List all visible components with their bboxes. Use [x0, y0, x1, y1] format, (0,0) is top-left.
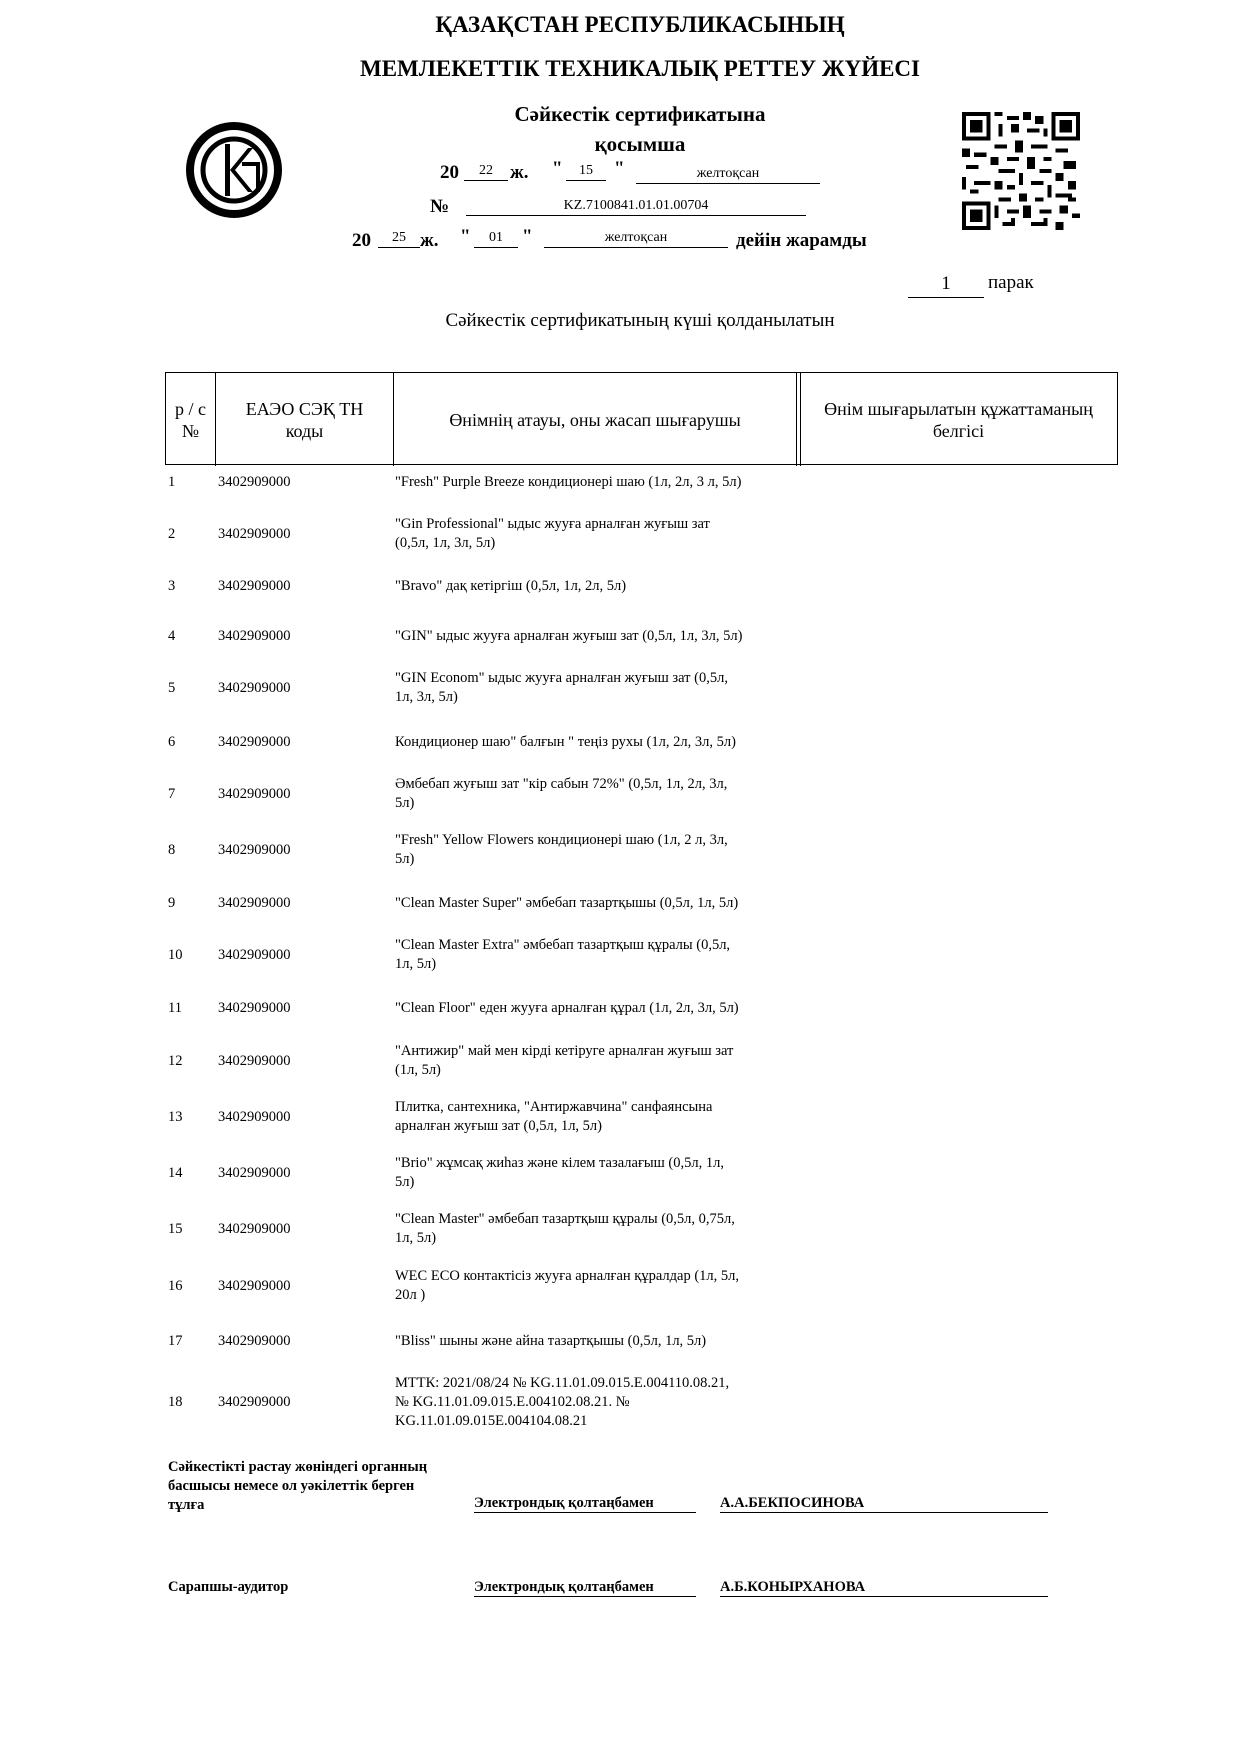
row-product: МТТК: 2021/08/24 № KG.11.01.09.015.E.004110.08.21, № KG.11.01.09.015.E.004102.08.21. № KG.11.01.09.015E.004104.08.21 — [395, 1375, 730, 1429]
row-number: 7 — [168, 786, 176, 802]
row-number: 12 — [168, 1053, 183, 1069]
title-line-1: Сәйкестік сертификатына — [514, 102, 766, 126]
row-code: 3402909000 — [218, 1165, 291, 1181]
row-product: "Gin Professional" ыдыс жууға арналған жуғыш зат (0,5л, 1л, 3л, 5л) — [395, 516, 710, 551]
sign-method-2: Электрондық қолтаңбамен — [474, 1579, 696, 1597]
row-code: 3402909000 — [218, 526, 291, 542]
valid-year: 25 — [378, 229, 420, 248]
row-product: Әмбебап жуғыш зат "кір сабын 72%" (0,5л, 1л, 2л, 3л, 5л) — [395, 776, 728, 811]
row-number: 4 — [168, 628, 176, 644]
row-code: 3402909000 — [218, 734, 291, 750]
row-product: "GIN Econom" ыдыс жууға арналған жуғыш зат (0,5л, 1л, 3л, 5л) — [395, 670, 728, 705]
valid-year-suffix: ж. — [420, 230, 439, 251]
row-number: 5 — [168, 680, 176, 696]
row-number: 8 — [168, 842, 176, 858]
row-product: "Bravo" дақ кетіргіш (0,5л, 1л, 2л, 5л) — [395, 578, 627, 594]
row-number: 6 — [168, 734, 176, 750]
header-product: Өнімнің атауы, оны жасап шығарушы — [394, 373, 797, 466]
header-line-1: ҚАЗАҚСТАН РЕСПУБЛИКАСЫНЫҢ — [435, 12, 845, 37]
row-product: Кондиционер шаю" балғын " теңіз рухы (1л, 2л, 3л, 5л) — [395, 734, 736, 750]
row-number: 15 — [168, 1221, 183, 1237]
row-code: 3402909000 — [218, 895, 291, 911]
issue-month: желтоқсан — [636, 165, 820, 184]
row-number: 2 — [168, 526, 176, 542]
sheet-number: 1 — [908, 271, 984, 298]
valid-year-prefix: 20 — [352, 230, 371, 251]
sign-method-1: Электрондық қолтаңбамен — [474, 1495, 696, 1513]
row-product: Плитка, сантехника, "Антиржавчина" санфаянсына арналған жуғыш зат (0,5л, 1л, 5л) — [395, 1099, 713, 1134]
table-header — [165, 372, 1118, 465]
row-product: "Bliss" шыны және айна тазартқышы (0,5л, 1л, 5л) — [395, 1333, 707, 1349]
header-code: ЕАЭО СЭҚ ТН коды — [216, 373, 394, 466]
row-product: "Антижир" май мен кірді кетіруге арналған жуғыш зат (1л, 5л) — [395, 1043, 734, 1078]
row-product: "Clean Master Extra" әмбебап тазартқыш құралы (0,5л, 1л, 5л) — [395, 937, 731, 972]
row-product: "Clean Master Super" әмбебап тазартқышы (0,5л, 1л, 5л) — [395, 895, 739, 911]
row-number: 13 — [168, 1109, 183, 1125]
row-number: 11 — [168, 1000, 182, 1016]
row-product: "Fresh" Purple Breeze кондиционері шаю (1л, 2л, 3 л, 5л) — [395, 474, 742, 490]
issue-year-suffix: ж. — [510, 162, 529, 183]
row-product: WEC ECO контактісіз жууға арналған құралдар (1л, 5л, 20л ) — [395, 1268, 740, 1303]
row-code: 3402909000 — [218, 474, 291, 490]
row-code: 3402909000 — [218, 1109, 291, 1125]
row-code: 3402909000 — [218, 1333, 291, 1349]
valid-month: желтоқсан — [544, 229, 728, 248]
qr-code — [962, 112, 1080, 230]
row-product: "Clean Floor" еден жууға арналған құрал (1л, 2л, 3л, 5л) — [395, 1000, 739, 1016]
row-number: 14 — [168, 1165, 183, 1181]
row-number: 10 — [168, 947, 183, 963]
row-number: 1 — [168, 474, 176, 490]
row-number: 17 — [168, 1333, 183, 1349]
row-product: "Clean Master" әмбебап тазартқыш құралы (0,5л, 0,75л, 1л, 5л) — [395, 1211, 735, 1246]
row-product: "GIN" ыдыс жууға арналған жуғыш зат (0,5л, 1л, 3л, 5л) — [395, 628, 743, 644]
header-doc: Өнім шығарылатын құжаттаманың белгісі — [824, 398, 1093, 441]
issue-year-prefix: 20 — [440, 162, 459, 183]
issue-day-close-quote: " — [614, 158, 625, 179]
row-number: 16 — [168, 1278, 183, 1294]
valid-day-close-quote: " — [522, 226, 533, 247]
row-number: 9 — [168, 895, 176, 911]
row-number: 3 — [168, 578, 176, 594]
valid-day: 01 — [474, 229, 518, 248]
row-code: 3402909000 — [218, 1221, 291, 1237]
row-code: 3402909000 — [218, 947, 291, 963]
title-line-2: қосымша — [594, 132, 686, 156]
header-line-2: МЕМЛЕКЕТТІК ТЕХНИКАЛЫҚ РЕТТЕУ ЖҮЙЕСІ — [359, 56, 920, 81]
header-num: р / с № — [166, 373, 216, 466]
row-code: 3402909000 — [218, 1053, 291, 1069]
issue-day-open-quote: " — [552, 158, 563, 179]
valid-suffix: дейін жарамды — [736, 230, 867, 251]
signer-name-1: А.А.БЕКПОСИНОВА — [720, 1495, 1048, 1513]
row-code: 3402909000 — [218, 1278, 291, 1294]
row-code: 3402909000 — [218, 1000, 291, 1016]
certificate-number: KZ.7100841.01.01.00704 — [466, 197, 806, 216]
row-product: "Brio" жұмсақ жиһаз және кілем тазалағыш (0,5л, 1л, 5л) — [395, 1155, 724, 1190]
row-number: 18 — [168, 1394, 183, 1410]
number-label: № — [430, 196, 450, 217]
row-code: 3402909000 — [218, 842, 291, 858]
row-code: 3402909000 — [218, 578, 291, 594]
org-head-label: Сәйкестікті растау жөніндегі органның басшысы немесе ол уәкілеттік берген тұлға — [168, 1459, 428, 1513]
row-code: 3402909000 — [218, 680, 291, 696]
auditor-label: Сарапшы-аудитор — [168, 1579, 289, 1595]
issue-year: 22 — [464, 162, 508, 181]
row-code: 3402909000 — [218, 628, 291, 644]
valid-day-open-quote: " — [460, 226, 471, 247]
subtitle: Сәйкестік сертификатының күші қолданылатын — [445, 310, 835, 331]
signer-name-2: А.Б.КОНЫРХАНОВА — [720, 1579, 1048, 1597]
row-code: 3402909000 — [218, 1394, 291, 1410]
issue-day: 15 — [566, 162, 606, 181]
row-code: 3402909000 — [218, 786, 291, 802]
row-product: "Fresh" Yellow Flowers кондиционері шаю (1л, 2 л, 3л, 5л) — [395, 832, 728, 867]
sheet-label: парак — [988, 272, 1034, 293]
